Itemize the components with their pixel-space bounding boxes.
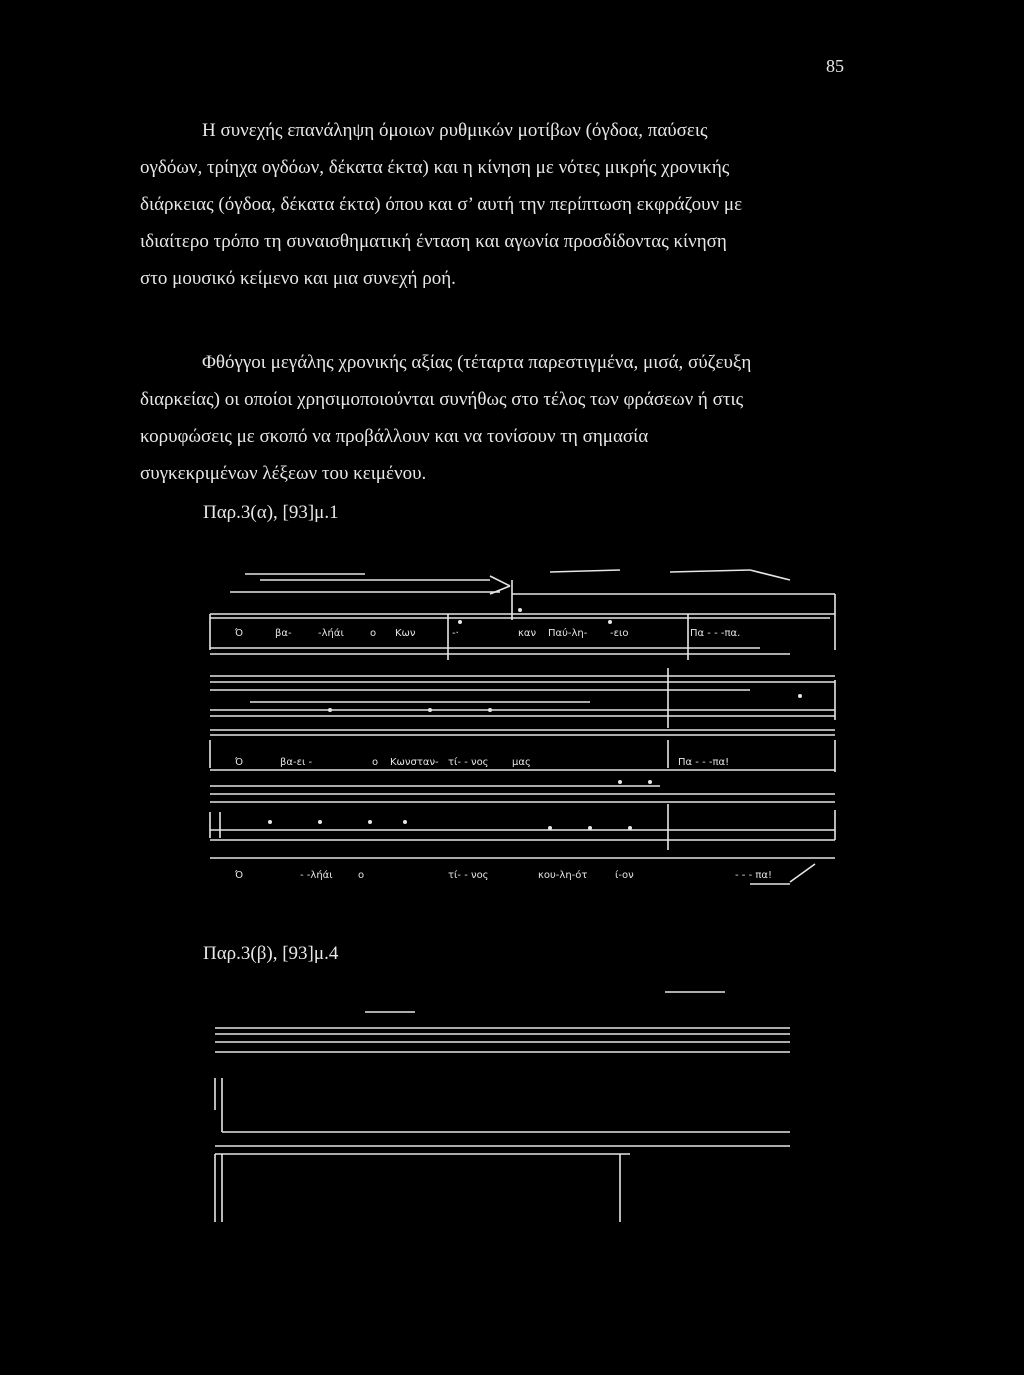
lyric-syllable: Ό bbox=[235, 870, 244, 881]
lyric-syllable: -· bbox=[452, 628, 459, 639]
paragraph-line: Φθόγγοι μεγάλης χρονικής αξίας (τέταρτα παρεστιγμένα, μισά, σύζευξη bbox=[202, 352, 752, 373]
lyric-syllable: βα- bbox=[275, 628, 292, 639]
paragraph-line: ογδόων, τρίηχα ογδόων, δέκατα έκτα) και η κίνηση με νότες μικρής χρονικής bbox=[140, 157, 730, 178]
lyric-syllable: τί- - νος bbox=[448, 870, 489, 881]
lyric-syllable: Ό bbox=[235, 757, 244, 768]
music-excerpt bbox=[200, 982, 820, 1222]
lyric-syllable: ο bbox=[358, 870, 365, 881]
paragraph-long-notes bbox=[140, 344, 870, 492]
lyric-syllable: -ειο bbox=[610, 628, 629, 639]
lyric-syllable: καν bbox=[518, 628, 537, 639]
paragraph-line: διαρκείας) οι οποίοι χρησιμοποιούνται συνήθως στο τέλος των φράσεων ή στις bbox=[140, 389, 744, 410]
paragraph-line: συγκεκριμένων λέξεων του κειμένου. bbox=[140, 463, 427, 484]
lyric-syllable: Πα - - -πα! bbox=[678, 757, 730, 768]
lyric-syllable: μας bbox=[512, 757, 531, 768]
lyric-syllable: Παύ-λη- bbox=[548, 628, 588, 639]
lyric-syllable: Πα - - -πα. bbox=[690, 628, 741, 639]
paragraph-line: διάρκειας (όγδοα, δέκατα έκτα) όπου και σ’ αυτή την περίπτωση εκφράζουν με bbox=[140, 194, 743, 215]
lyric-syllable: Κων bbox=[395, 628, 416, 639]
paragraph-line: στο μουσικό κείμενο και μια συνεχή ροή. bbox=[140, 268, 456, 289]
paragraph-line: κορυφώσεις με σκοπό να προβάλλουν και να τονίσουν τη σημασία bbox=[140, 426, 649, 447]
page-number: 85 bbox=[826, 56, 844, 76]
lyric-syllable: - - - πα! bbox=[735, 870, 772, 881]
lyric-syllable: ο bbox=[370, 628, 377, 639]
lyric-syllable: Κωνσταν- bbox=[390, 757, 439, 768]
paragraph-line: ιδιαίτερο τρόπο τη συναισθηματική ένταση και αγωνία προσδίδοντας κίνηση bbox=[140, 231, 727, 252]
lyric-syllable: - -λήάι bbox=[300, 870, 333, 881]
lyric-syllable: ο bbox=[372, 757, 379, 768]
lyric-syllable: βα-ει - bbox=[280, 757, 313, 768]
lyric-syllable: κου-λη-ότ bbox=[538, 870, 588, 881]
paragraph-rhythmic-motifs bbox=[140, 112, 870, 297]
lyric-syllable: Ό bbox=[235, 628, 244, 639]
lyric-syllable: ί-ον bbox=[615, 870, 634, 881]
lyric-syllable: τί- - νος bbox=[448, 757, 489, 768]
example-caption: Παρ.3(α), [93]μ.1 bbox=[203, 502, 339, 523]
example-caption: Παρ.3(β), [93]μ.4 bbox=[203, 943, 339, 964]
lyric-syllable: -λήάι bbox=[318, 628, 344, 639]
paragraph-line: Η συνεχής επανάληψη όμοιων ρυθμικών μοτίβων (όγδοα, παύσεις bbox=[202, 120, 708, 141]
music-excerpt bbox=[190, 560, 840, 895]
